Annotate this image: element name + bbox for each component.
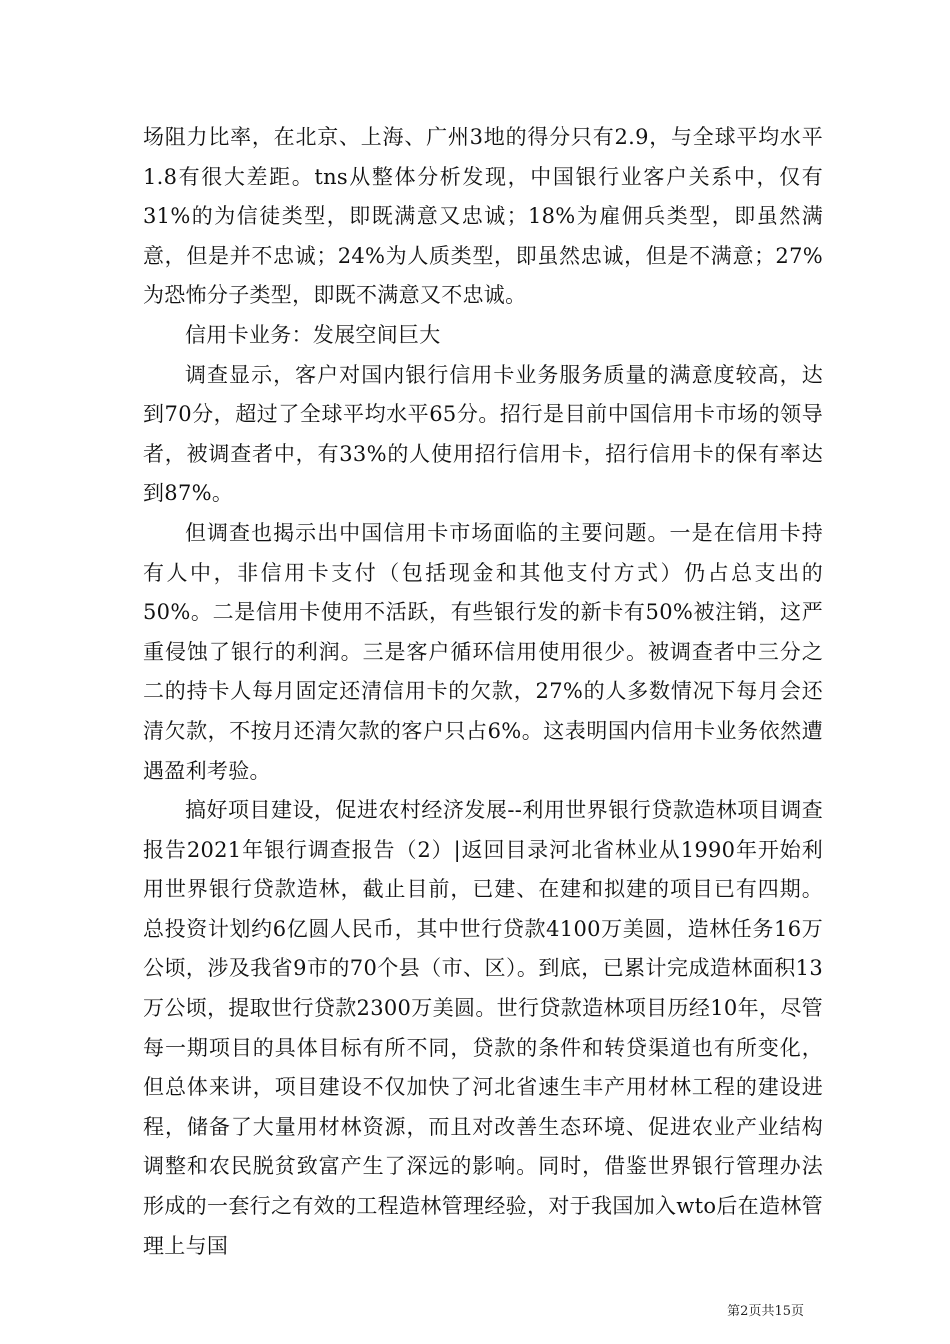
paragraph-credit-card-satisfaction: 调查显示，客户对国内银行信用卡业务服务质量的满意度较高，达到70分，超过了全球平均水平65分。招行是目前中国信用卡市场的领导者，被调查者中，有33%的人使用招行信用卡，招行信用卡的保有率达到87%。 bbox=[143, 362, 823, 506]
page-number-footer: 第2页共15页 bbox=[727, 1304, 804, 1319]
document-body bbox=[143, 118, 823, 1266]
paragraph-credit-card-problems: 但调查也揭示出中国信用卡市场面临的主要问题。一是在信用卡持有人中，非信用卡支付（包括现金和其他支付方式）仍占总支出的50%。二是信用卡使用不活跃，有些银行发的新卡有50%被注销，这严重侵蚀了银行的利润。三是客户循环信用使用很少。被调查者中三分之二的持卡人每月固定还清信用卡的欠款，27%的人多数情况下每月会还清欠款，不按月还清欠款的客户只占6%。这表明国内信用卡业务依然遭遇盈利考验。 bbox=[143, 520, 823, 783]
paragraph-forestry-project: 搞好项目建设，促进农村经济发展--利用世界银行贷款造林项目调查报告2021年银行调查报告（2）|返回目录河北省林业从1990年开始利用世界银行贷款造林，截止目前，已建、在建和拟建的项目已有四期。总投资计划约6亿圆人民币，其中世行贷款4100万美圆，造林任务16万公顷，涉及我省9市的70个县（市、区）。到底，已累计完成造林面积13万公顷，提取世行贷款2300万美圆。世行贷款造林项目历经10年，尽管每一期项目的具体目标有所不同，贷款的条件和转贷渠道也有所变化，但总体来讲，项目建设不仅加快了河北省速生丰产用材林工程的建设进程，储备了大量用材林资源，而且对改善生态环境、促进农业产业结构调整和农民脱贫致富产生了深远的影响。同时，借鉴世界银行管理办法形成的一套行之有效的工程造林管理经验，对于我国加入wto后在造林管理上与国 bbox=[143, 798, 823, 1258]
section-heading-credit-card: 信用卡业务：发展空间巨大 bbox=[185, 322, 441, 347]
paragraph-customer-relationship: 场阻力比率，在北京、上海、广州3地的得分只有2.9，与全球平均水平1.8有很大差距。tns从整体分析发现，中国银行业客户关系中，仅有31%的为信徒类型，即既满意又忠诚；18%为雇佣兵类型，即虽然满意，但是并不忠诚；24%为人质类型，即虽然忠诚，但是不满意；27%为恐怖分子类型，即既不满意又不忠诚。 bbox=[143, 125, 823, 308]
